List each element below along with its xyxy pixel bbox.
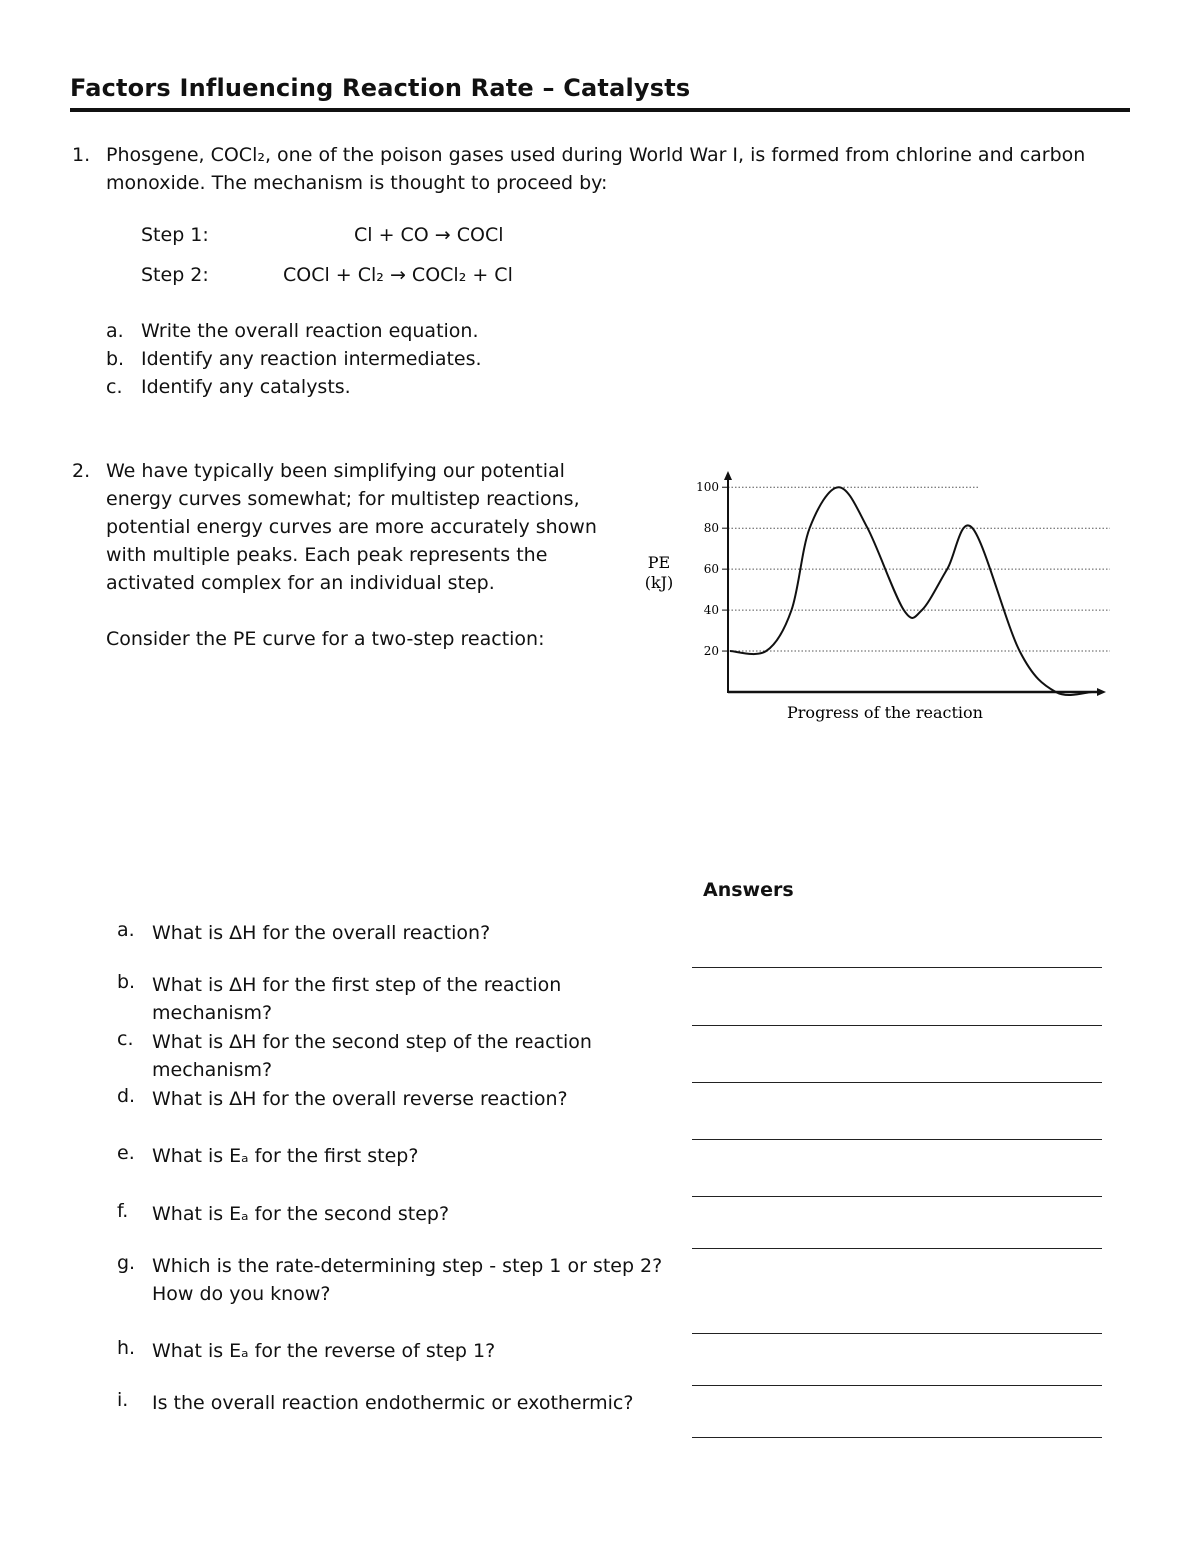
step2-equation: COCl + Cl₂ → COCl₂ + Cl bbox=[283, 264, 513, 286]
step1-equation: Cl + CO → COCl bbox=[354, 224, 504, 246]
x-axis-label: Progress of the reaction bbox=[787, 703, 983, 722]
question-letter: e. bbox=[117, 1142, 135, 1164]
answer-line-f[interactable] bbox=[692, 1248, 1102, 1249]
title-divider bbox=[70, 108, 1130, 112]
q2-text-line: energy curves somewhat; for multistep reactions, bbox=[106, 488, 580, 510]
question-text: What is ΔH for the first step of the reaction bbox=[152, 974, 562, 996]
y-axis-label-pe: PE bbox=[647, 553, 671, 572]
answer-line-e[interactable] bbox=[692, 1196, 1102, 1197]
step1-label: Step 1: bbox=[141, 224, 209, 246]
question-text: mechanism? bbox=[152, 1002, 273, 1024]
pe-chart bbox=[630, 465, 1120, 735]
step2-label: Step 2: bbox=[141, 264, 209, 286]
q1-text-line2: monoxide. The mechanism is thought to proceed by: bbox=[106, 172, 608, 194]
question-text: What is Eₐ for the second step? bbox=[152, 1203, 450, 1225]
q1-part-text: Identify any reaction intermediates. bbox=[141, 348, 482, 370]
question-letter: f. bbox=[117, 1200, 129, 1222]
q2-text-line: We have typically been simplifying our potential bbox=[106, 460, 565, 482]
answer-line-g[interactable] bbox=[692, 1333, 1102, 1334]
answer-line-c[interactable] bbox=[692, 1082, 1102, 1083]
question-letter: g. bbox=[117, 1252, 136, 1274]
answer-line-i[interactable] bbox=[692, 1437, 1102, 1438]
q1-part-letter: c. bbox=[106, 376, 123, 398]
question-letter: d. bbox=[117, 1085, 136, 1107]
question-text: What is ΔH for the overall reverse reaction? bbox=[152, 1088, 568, 1110]
question-text: What is Eₐ for the reverse of step 1? bbox=[152, 1340, 496, 1362]
q2-text-line: with multiple peaks. Each peak represents the bbox=[106, 544, 548, 566]
y-tick-label: 60 bbox=[703, 562, 719, 577]
question-text: Which is the rate-determining step - step 1 or step 2? bbox=[152, 1255, 663, 1277]
page-title: Factors Influencing Reaction Rate – Catalysts bbox=[70, 74, 691, 102]
question-letter: a. bbox=[117, 919, 135, 941]
question-letter: b. bbox=[117, 971, 136, 993]
y-tick-group bbox=[696, 480, 728, 658]
q2-text-line: activated complex for an individual step. bbox=[106, 572, 495, 594]
q1-part-text: Identify any catalysts. bbox=[141, 376, 351, 398]
answer-line-b[interactable] bbox=[692, 1025, 1102, 1026]
question-text: Is the overall reaction endothermic or exothermic? bbox=[152, 1392, 634, 1414]
y-tick-label: 80 bbox=[703, 521, 719, 536]
answer-line-h[interactable] bbox=[692, 1385, 1102, 1386]
answer-line-a[interactable] bbox=[692, 967, 1102, 968]
y-tick-label: 40 bbox=[703, 603, 719, 618]
y-tick-label: 100 bbox=[696, 480, 719, 495]
x-axis-arrow bbox=[1097, 688, 1106, 696]
question-text: How do you know? bbox=[152, 1283, 331, 1305]
q2-number: 2. bbox=[72, 460, 91, 482]
y-tick-label: 20 bbox=[703, 644, 719, 659]
q2-text-line: potential energy curves are more accurately shown bbox=[106, 516, 597, 538]
q1-number: 1. bbox=[72, 144, 91, 166]
y-axis-label-units: (kJ) bbox=[644, 573, 674, 592]
y-axis-arrow bbox=[724, 471, 732, 480]
question-text: mechanism? bbox=[152, 1059, 273, 1081]
pe-curve-line bbox=[730, 487, 1092, 695]
q1-text-line1: Phosgene, COCl₂, one of the poison gases used during World War I, is formed from chlorine and carbon bbox=[106, 144, 1086, 166]
q1-part-letter: b. bbox=[106, 348, 125, 370]
question-text: What is ΔH for the second step of the reaction bbox=[152, 1031, 592, 1053]
question-letter: c. bbox=[117, 1028, 134, 1050]
q2-consider: Consider the PE curve for a two-step reaction: bbox=[106, 628, 545, 650]
question-letter: h. bbox=[117, 1337, 136, 1359]
answer-line-d[interactable] bbox=[692, 1139, 1102, 1140]
q1-part-text: Write the overall reaction equation. bbox=[141, 320, 479, 342]
question-text: What is Eₐ for the first step? bbox=[152, 1145, 419, 1167]
question-letter: i. bbox=[117, 1389, 129, 1411]
answers-heading: Answers bbox=[703, 879, 794, 901]
question-text: What is ΔH for the overall reaction? bbox=[152, 922, 491, 944]
q1-part-letter: a. bbox=[106, 320, 124, 342]
